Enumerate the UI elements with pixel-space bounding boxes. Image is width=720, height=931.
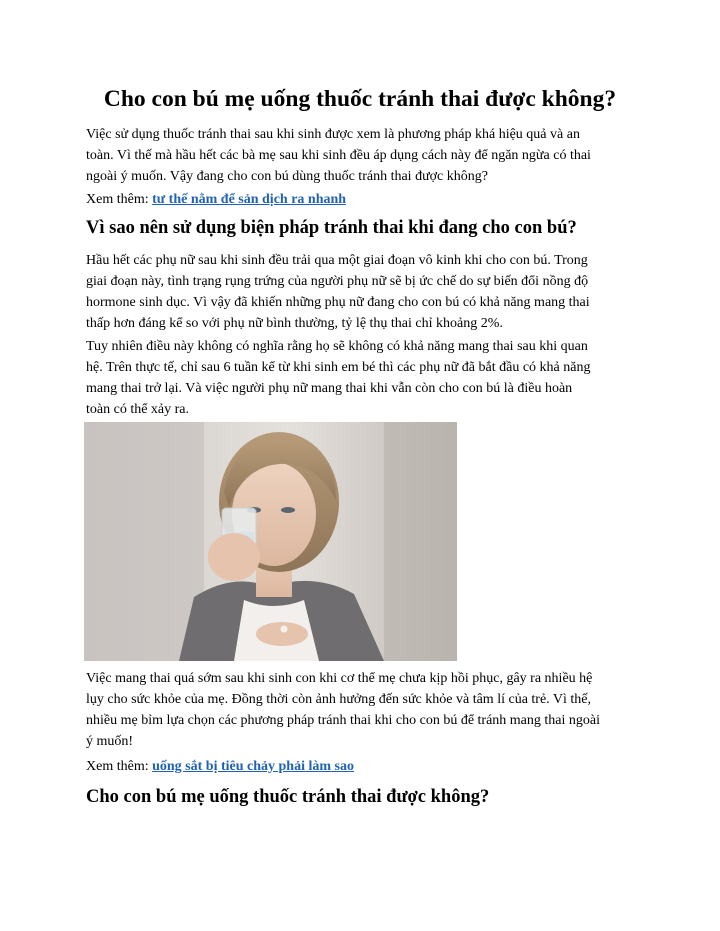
s1p2-line-4: toàn có thể xảy ra.: [86, 402, 190, 417]
section2-heading: Cho con bú mẹ uống thuốc tránh thai được không?: [86, 787, 490, 807]
s1p1-line-3: hormone sinh dục. Vì vậy đã khiến những phụ nữ đang cho con bú có khả năng mang thai: [86, 295, 590, 310]
see-also-2: [86, 756, 636, 777]
page-title: Cho con bú mẹ uống thuốc tránh thai được không?: [103, 86, 617, 112]
s1p3-line-3: nhiều mẹ bỉm lựa chọn các phương pháp tránh thai khi cho con bú để tránh mang thai ngoài: [86, 713, 600, 728]
section1-heading: Vì sao nên sử dụng biện pháp tránh thai khi đang cho con bú?: [86, 218, 577, 238]
woman-drinking-water-photo: [84, 422, 457, 661]
s1p1-line-4: thấp hơn đáng kể so với phụ nữ bình thường, tỷ lệ thụ thai chỉ khoảng 2%.: [86, 316, 503, 331]
see-also-2-link[interactable]: uống sắt bị tiêu chảy phải làm sao: [152, 759, 354, 774]
intro-line-3: ngoài ý muốn. Vậy đang cho con bú dùng thuốc tránh thai được không?: [86, 169, 488, 184]
section1-paragraph-1: [86, 250, 636, 334]
s1p3-line-1: Việc mang thai quá sớm sau khi sinh con khi cơ thể mẹ chưa kịp hồi phục, gây ra nhiều hệ: [86, 671, 593, 686]
intro-paragraph: [86, 124, 636, 187]
s1p3-line-4: ý muốn!: [86, 734, 134, 749]
s1p1-line-1: Hầu hết các phụ nữ sau khi sinh đều trải qua một giai đoạn vô kinh khi cho con bú. Trong: [86, 253, 588, 268]
section1-paragraph-3: [86, 668, 636, 752]
section1-paragraph-2: [86, 336, 636, 420]
see-also-1-prefix: Xem thêm:: [86, 192, 153, 207]
intro-line-2: toàn. Vì thế mà hầu hết các bà mẹ sau khi sinh đều áp dụng cách này để ngăn ngừa có thai: [86, 148, 591, 163]
s1p3-line-2: lụy cho sức khỏe của mẹ. Đồng thời còn ảnh hưởng đến sức khỏe và tâm lí của trẻ. Vì thế,: [86, 692, 592, 707]
see-also-2-prefix: Xem thêm:: [86, 759, 153, 774]
see-also-1-link[interactable]: tư thế nằm để sản dịch ra nhanh: [152, 192, 347, 207]
see-also-1: [86, 189, 636, 210]
s1p2-line-1: Tuy nhiên điều này không có nghĩa rằng họ sẽ không có khả năng mang thai sau khi quan: [86, 339, 588, 354]
s1p2-line-3: mang thai trở lại. Và việc người phụ nữ mang thai khi vẫn còn cho con bú là điều hoàn: [86, 381, 573, 396]
intro-line-1: Việc sử dụng thuốc tránh thai sau khi sinh được xem là phương pháp khá hiệu quả và an: [86, 127, 580, 142]
s1p1-line-2: giai đoạn này, tình trạng rụng trứng của người phụ nữ sẽ bị ức chế do sự biến đổi nồng độ: [86, 274, 589, 289]
s1p2-line-2: hệ. Trên thực tế, chỉ sau 6 tuần kể từ khi sinh em bé thì các phụ nữ đã bắt đầu có khả năng: [86, 360, 591, 375]
